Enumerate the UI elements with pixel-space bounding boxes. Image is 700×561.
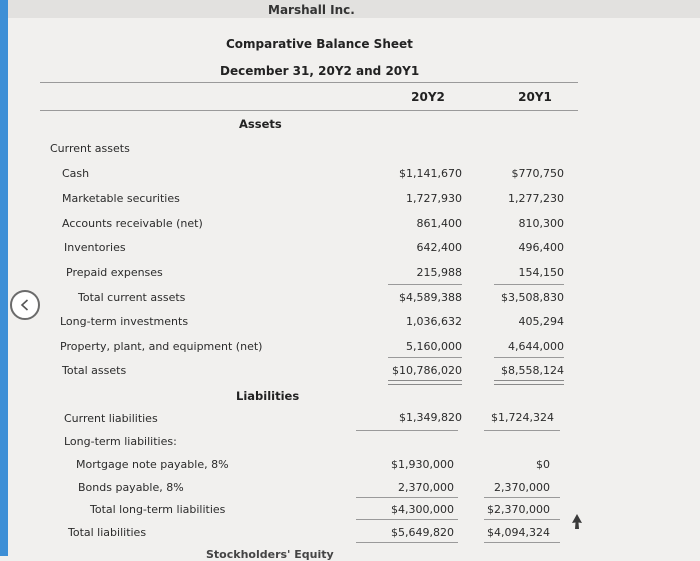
row-value-prepaid-expenses-20Y1: 154,150 (518, 266, 564, 279)
row-label-cash: Cash (62, 167, 90, 180)
row-value-long-term-investments-20Y2: 1,036,632 (406, 315, 462, 328)
row-value-ppe-20Y1: 4,644,000 (508, 340, 564, 353)
row-label-mortgage-note: Mortgage note payable, 8% (76, 458, 229, 471)
row-value-inventories-20Y2: 642,400 (416, 241, 462, 254)
liabilities-section-label: Liabilities (236, 389, 300, 403)
row-value-total-current-assets-20Y2: $4,589,388 (399, 291, 462, 304)
row-value-cash-20Y1: $770,750 (511, 167, 564, 180)
row-value-total-current-assets-20Y1: $3,508,830 (501, 291, 564, 304)
row-label-total-liabilities: Total liabilities (68, 526, 147, 539)
row-value-bonds-payable-20Y1: 2,370,000 (494, 481, 550, 494)
current-assets-label: Current assets (50, 142, 130, 155)
column-header-20Y2: 20Y2 (411, 90, 445, 104)
current-liabilities-rule-20Y1 (484, 430, 560, 431)
row-value-total-long-term-liabilities-20Y1: $2,370,000 (487, 503, 550, 516)
row-label-long-term-investments: Long-term investments (60, 315, 189, 328)
row-value-current-liabilities-20Y2: $1,349,820 (399, 411, 462, 424)
column-header-rule (40, 110, 578, 111)
subtotal-rule-20Y2 (388, 284, 462, 285)
left-accent-bar (0, 0, 8, 556)
row-value-total-assets-20Y2: $10,786,020 (392, 364, 462, 377)
row-value-mortgage-note-20Y2: $1,930,000 (391, 458, 454, 471)
total-ltl-rule-20Y2 (356, 519, 458, 520)
total-liabilities-rule-20Y1 (484, 542, 560, 543)
mouse-cursor-icon (570, 514, 584, 530)
company-name: Marshall Inc. (268, 3, 355, 17)
row-label-accounts-receivable: Accounts receivable (net) (62, 217, 203, 230)
row-value-prepaid-expenses-20Y2: 215,988 (416, 266, 462, 279)
row-value-inventories-20Y1: 496,400 (518, 241, 564, 254)
header-rule (40, 82, 578, 83)
row-value-total-liabilities-20Y1: $4,094,324 (487, 526, 550, 539)
column-header-20Y1: 20Y1 (518, 90, 552, 104)
row-label-current-liabilities: Current liabilities (64, 412, 158, 425)
row-value-long-term-investments-20Y1: 405,294 (518, 315, 564, 328)
double-rule-20Y2 (388, 380, 462, 385)
equity-section-label: Stockholders' Equity (206, 548, 334, 561)
row-value-total-long-term-liabilities-20Y2: $4,300,000 (391, 503, 454, 516)
row-value-ppe-20Y2: 5,160,000 (406, 340, 462, 353)
row-value-current-liabilities-20Y1: $1,724,324 (491, 411, 554, 424)
row-label-marketable-securities: Marketable securities (62, 192, 180, 205)
back-button[interactable] (10, 290, 40, 320)
date-line: December 31, 20Y2 and 20Y1 (220, 64, 420, 78)
row-label-ppe: Property, plant, and equipment (net) (60, 340, 263, 353)
row-label-total-assets: Total assets (62, 364, 127, 377)
total-liabilities-rule-20Y2 (356, 542, 458, 543)
double-rule-20Y1 (494, 380, 564, 385)
row-value-bonds-payable-20Y2: 2,370,000 (398, 481, 454, 494)
bonds-rule-20Y2 (356, 497, 458, 498)
sheet-title: Comparative Balance Sheet (226, 37, 413, 51)
row-label-prepaid-expenses: Prepaid expenses (66, 266, 163, 279)
row-value-marketable-securities-20Y2: 1,727,930 (406, 192, 462, 205)
row-value-cash-20Y2: $1,141,670 (399, 167, 462, 180)
chevron-left-icon (18, 298, 32, 312)
bonds-rule-20Y1 (484, 497, 560, 498)
long-term-liabilities-label: Long-term liabilities: (64, 435, 177, 448)
total-assets-rule-20Y2 (388, 357, 462, 358)
row-value-accounts-receivable-20Y2: 861,400 (416, 217, 462, 230)
row-value-marketable-securities-20Y1: 1,277,230 (508, 192, 564, 205)
row-value-total-liabilities-20Y2: $5,649,820 (391, 526, 454, 539)
row-value-total-assets-20Y1: $8,558,124 (501, 364, 564, 377)
row-label-total-long-term-liabilities: Total long-term liabilities (90, 503, 226, 516)
row-label-total-current-assets: Total current assets (78, 291, 186, 304)
assets-section-label: Assets (239, 117, 282, 131)
total-assets-rule-20Y1 (494, 357, 564, 358)
current-liabilities-rule-20Y2 (356, 430, 458, 431)
row-label-bonds-payable: Bonds payable, 8% (78, 481, 184, 494)
row-label-inventories: Inventories (64, 241, 126, 254)
total-ltl-rule-20Y1 (484, 519, 560, 520)
subtotal-rule-20Y1 (494, 284, 564, 285)
row-value-accounts-receivable-20Y1: 810,300 (518, 217, 564, 230)
row-value-mortgage-note-20Y1: $0 (536, 458, 550, 471)
